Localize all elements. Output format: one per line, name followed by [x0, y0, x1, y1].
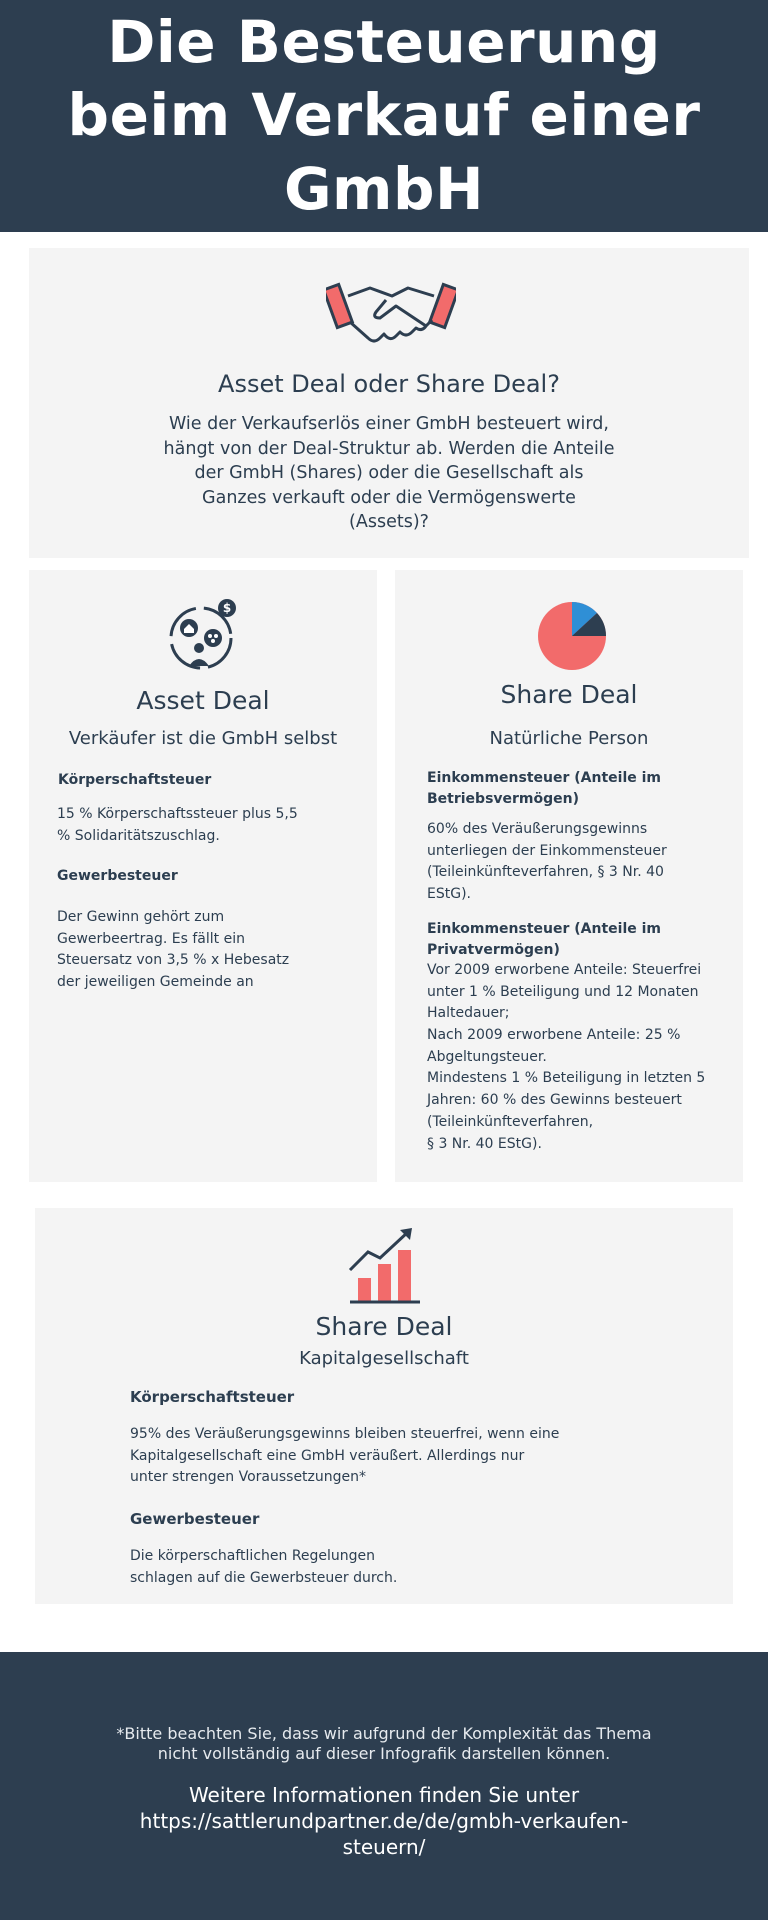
share-deal-company-text-2: Die körperschaftlichen Regelungen schlagen auf die Gewerbsteuer durch.	[130, 1548, 398, 1586]
footer	[0, 1652, 768, 1920]
share-deal-person-label-2: Einkommensteuer (Anteile im Privatvermögen)	[427, 921, 662, 958]
asset-deal-text-1: 15 % Körperschaftssteuer plus 5,5 % Solidaritätszuschlag.	[57, 806, 298, 844]
page-title: Die Besteuerung beim Verkauf einer GmbH	[67, 8, 701, 223]
asset-deal-label-1: Körperschaftsteuer	[58, 772, 212, 788]
share-deal-company-subtitle: Kapitalgesellschaft	[299, 1348, 469, 1369]
intro-text: Wie der Verkaufserlös einer GmbH besteuert wird, hängt von der Deal-Struktur ab. Werden die Anteile der GmbH (Shares) oder die Gesellschaft als Ganzes verkauft oder die Vermögenswerte (Assets)?	[163, 414, 615, 532]
share-deal-company-label-1: Körperschaftsteuer	[130, 1388, 295, 1406]
share-deal-company-title: Share Deal	[315, 1312, 453, 1341]
asset-deal-subtitle: Verkäufer ist die GmbH selbst	[68, 728, 338, 749]
person-assets-icon	[163, 598, 239, 674]
share-deal-person-subtitle: Natürliche Person	[489, 728, 649, 749]
share-deal-person-text-1: 60% des Veräußerungsgewinns unterliegen der Einkommensteuer (Teileinkünfteverfahren, § 3 Nr. 40 EStG).	[427, 821, 667, 903]
share-deal-person-label-1: Einkommensteuer (Anteile im Betriebsvermögen)	[427, 770, 662, 807]
asset-deal-label-2: Gewerbesteuer	[57, 868, 178, 884]
footer-note: *Bitte beachten Sie, dass wir aufgrund der Komplexität das Thema nicht vollständig auf dieser Infografik darstellen können.	[116, 1724, 652, 1763]
header-banner	[0, 0, 768, 232]
handshake-icon	[326, 272, 456, 350]
growth-chart-icon	[346, 1226, 422, 1306]
share-deal-person-text-2: Vor 2009 erworbene Anteile: Steuerfrei unter 1 % Beteiligung und 12 Monaten Haltedauer; Nach 2009 erworbene Anteile: 25 % Abgeltungsteuer. Mindestens 1 % Beteiligung in letzten 5 Jahren: 60 % des Gewinns besteuert (Teileinkünfteverfahren, § 3 Nr. 40 EStG).	[427, 962, 706, 1152]
footer-more-info: Weitere Informationen finden Sie unter https://sattlerundpartner.de/de/gmbh-verkaufen- steuern/	[139, 1783, 629, 1859]
share-deal-company-text-1: 95% des Veräußerungsgewinns bleiben steuerfrei, wenn eine Kapitalgesellschaft eine GmbH veräußert. Allerdings nur unter strengen Voraussetzungen*	[130, 1426, 560, 1486]
pie-chart-icon	[536, 600, 608, 672]
intro-title: Asset Deal oder Share Deal?	[218, 370, 560, 398]
asset-deal-text-2: Der Gewinn gehört zum Gewerbeertrag. Es fällt ein Steuersatz von 3,5 % x Hebesatz der jeweiligen Gemeinde an	[57, 909, 290, 991]
svg-text:$: $	[222, 601, 232, 615]
asset-deal-title: Asset Deal	[136, 686, 270, 715]
share-deal-person-title: Share Deal	[500, 680, 638, 709]
share-deal-company-label-2: Gewerbesteuer	[130, 1510, 260, 1528]
